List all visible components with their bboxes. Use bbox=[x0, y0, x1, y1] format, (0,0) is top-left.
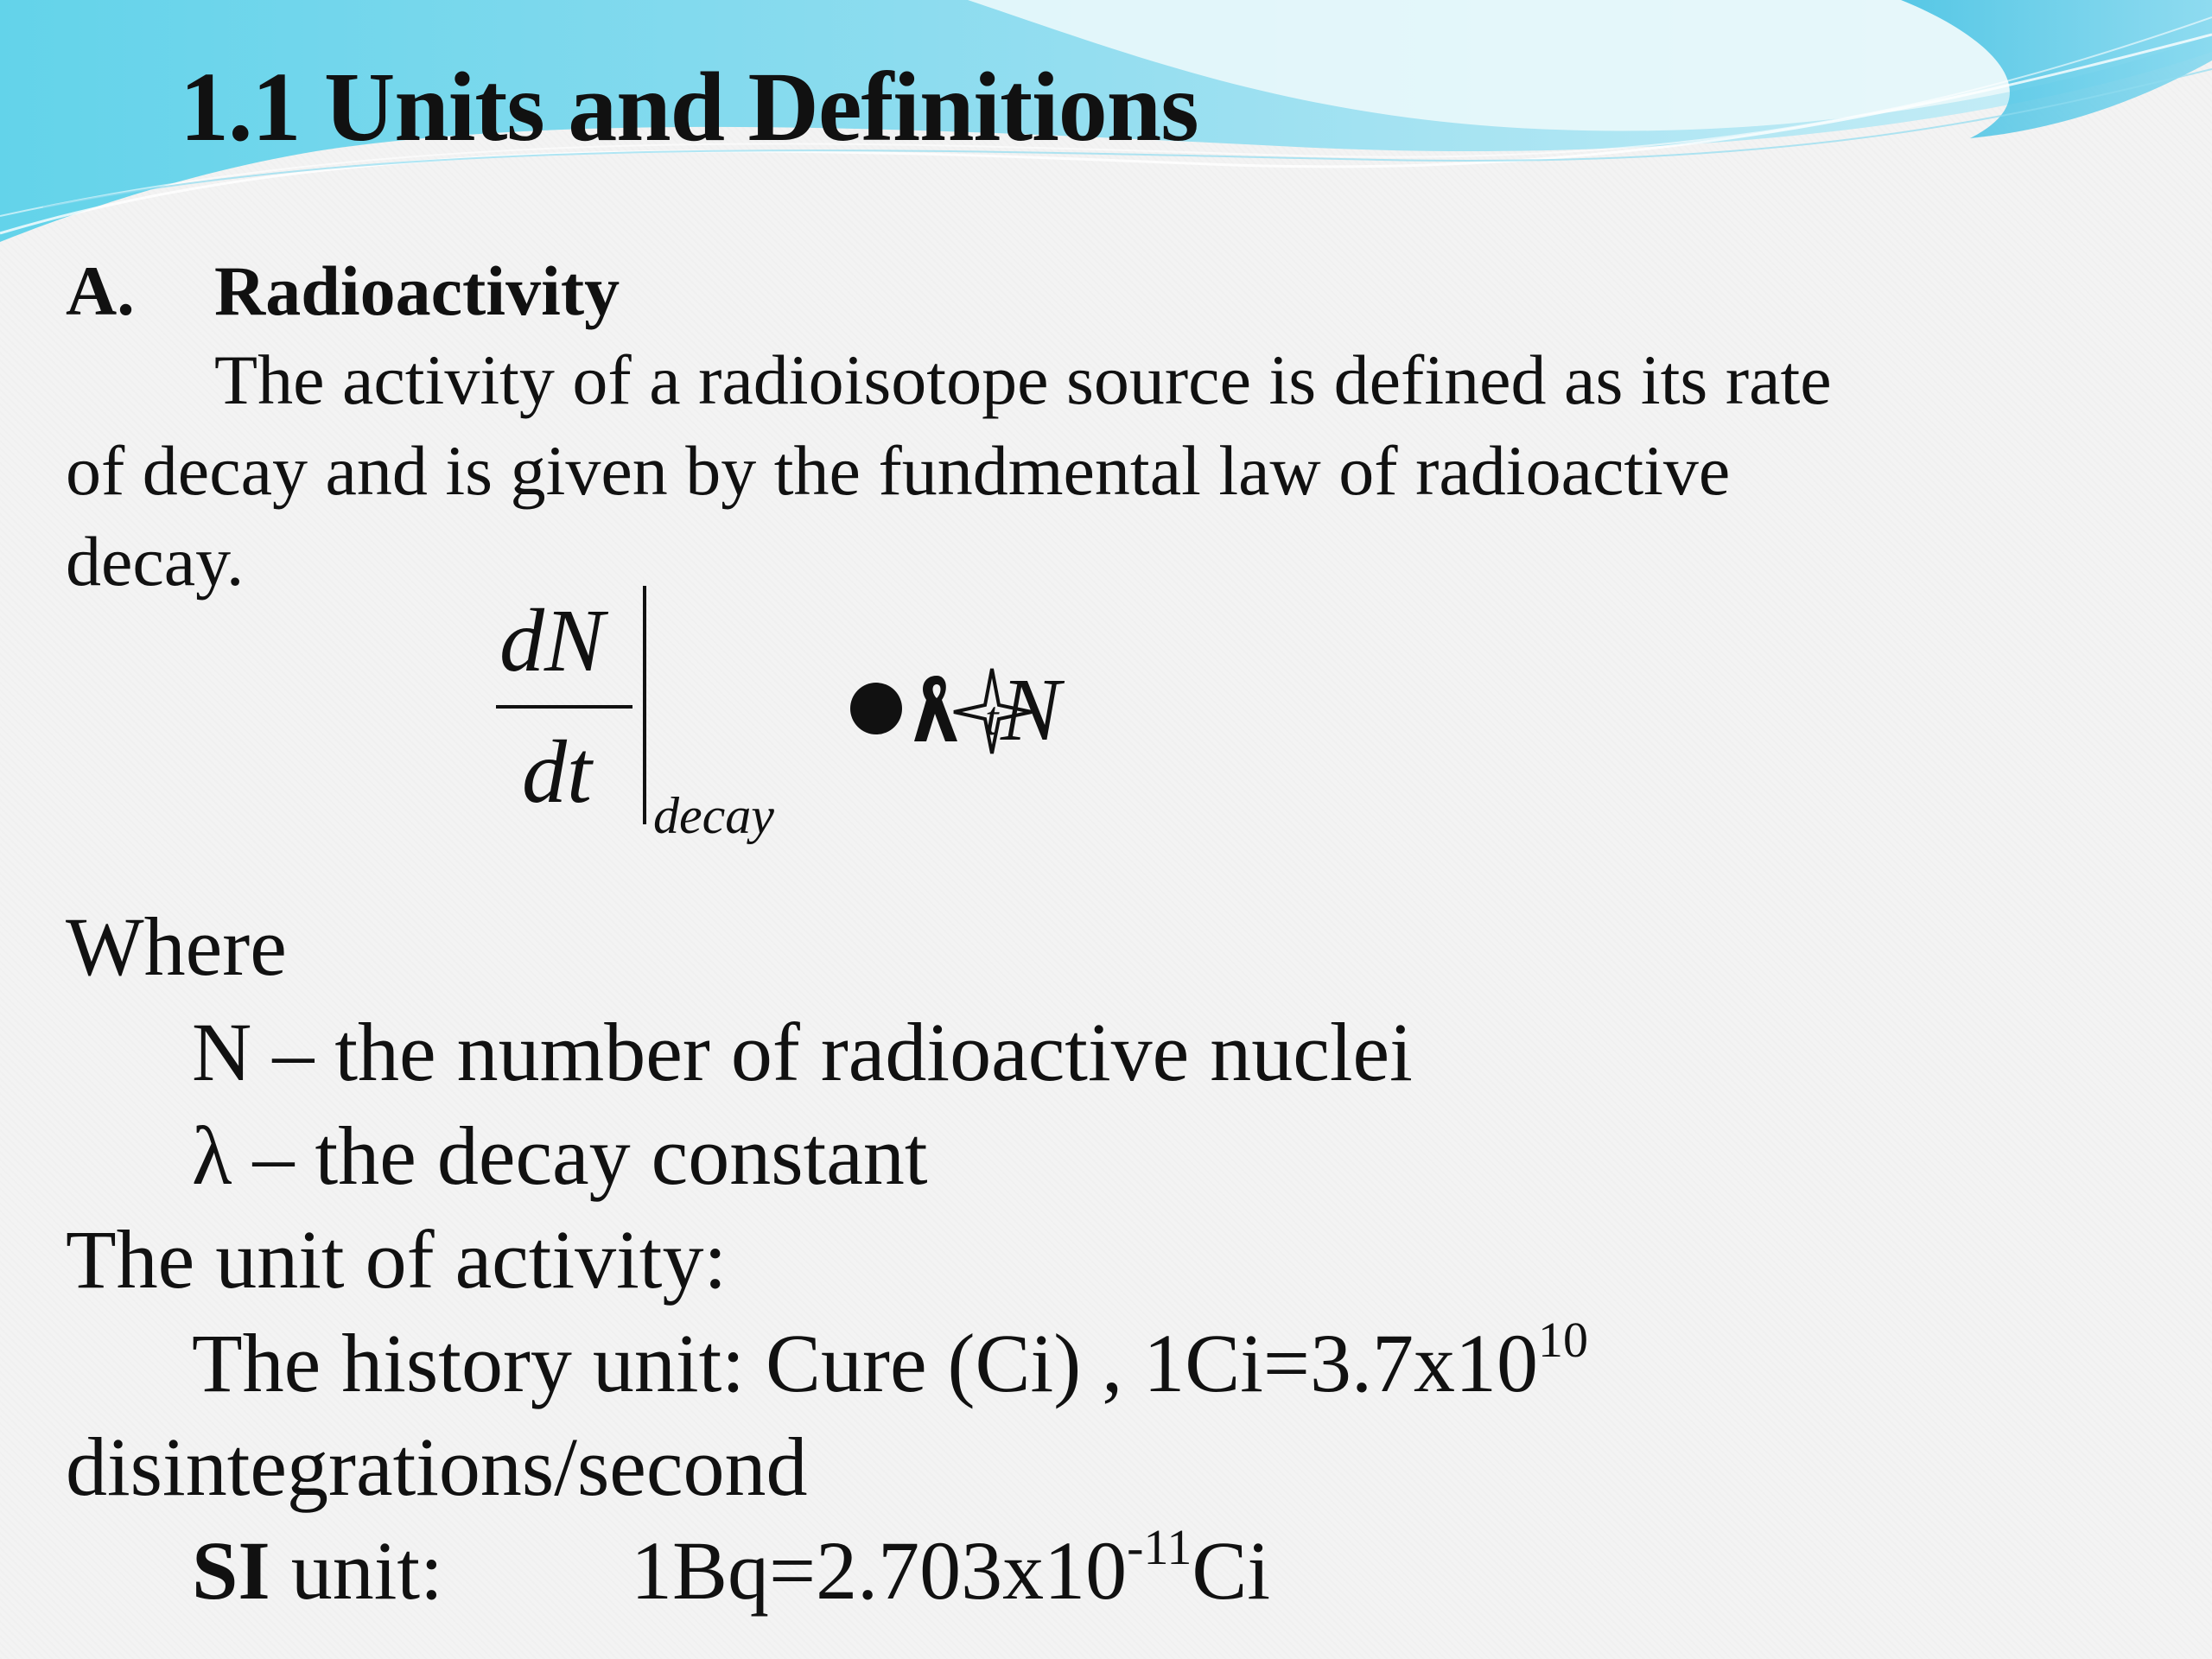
paragraph-line-3: decay. bbox=[66, 522, 245, 601]
where-label: Where bbox=[66, 900, 287, 993]
si-unit-label bbox=[192, 1522, 443, 1618]
unit-heading: The unit of activity: bbox=[66, 1213, 728, 1306]
paragraph-line-1: The activity of a radioisotope source is defined as its rate bbox=[214, 340, 1832, 419]
section-letter: A. bbox=[66, 251, 135, 330]
equation-denominator: dt bbox=[522, 722, 592, 822]
si-label-rest: unit: bbox=[270, 1524, 443, 1617]
si-unit-prefix: 1Bq=2.703x10 bbox=[631, 1524, 1128, 1617]
si-exponent: -11 bbox=[1127, 1519, 1192, 1575]
equation-numerator: dN bbox=[499, 591, 605, 690]
si-label-bold: SI bbox=[192, 1524, 270, 1617]
si-unit-value bbox=[631, 1519, 1271, 1618]
evaluation-bar bbox=[643, 586, 646, 824]
decay-equation bbox=[484, 581, 1141, 857]
equation-subscript: decay bbox=[653, 787, 774, 844]
garbled-equation-symbols-icon bbox=[847, 652, 1141, 764]
history-unit-continuation: disintegrations/second bbox=[66, 1421, 808, 1513]
definition-n: N – the number of radioactive nuclei bbox=[192, 1006, 1413, 1098]
si-unit-suffix: Ci bbox=[1192, 1524, 1271, 1617]
slide-title: 1.1 Units and Definitions bbox=[180, 52, 1198, 162]
history-exponent: 10 bbox=[1538, 1312, 1589, 1368]
section-heading: Radioactivity bbox=[214, 251, 620, 330]
history-unit-text: The history unit: Cure (Ci) , 1Ci=3.7x10 bbox=[192, 1317, 1539, 1409]
svg-text:N: N bbox=[1001, 660, 1061, 760]
fraction-bar bbox=[496, 705, 632, 709]
paragraph-line-2: of decay and is given by the fundmental law of radioactive bbox=[66, 431, 1731, 510]
svg-text:t: t bbox=[985, 692, 999, 746]
definition-lambda: λ – the decay constant bbox=[192, 1109, 928, 1202]
history-unit-line bbox=[192, 1312, 1589, 1411]
